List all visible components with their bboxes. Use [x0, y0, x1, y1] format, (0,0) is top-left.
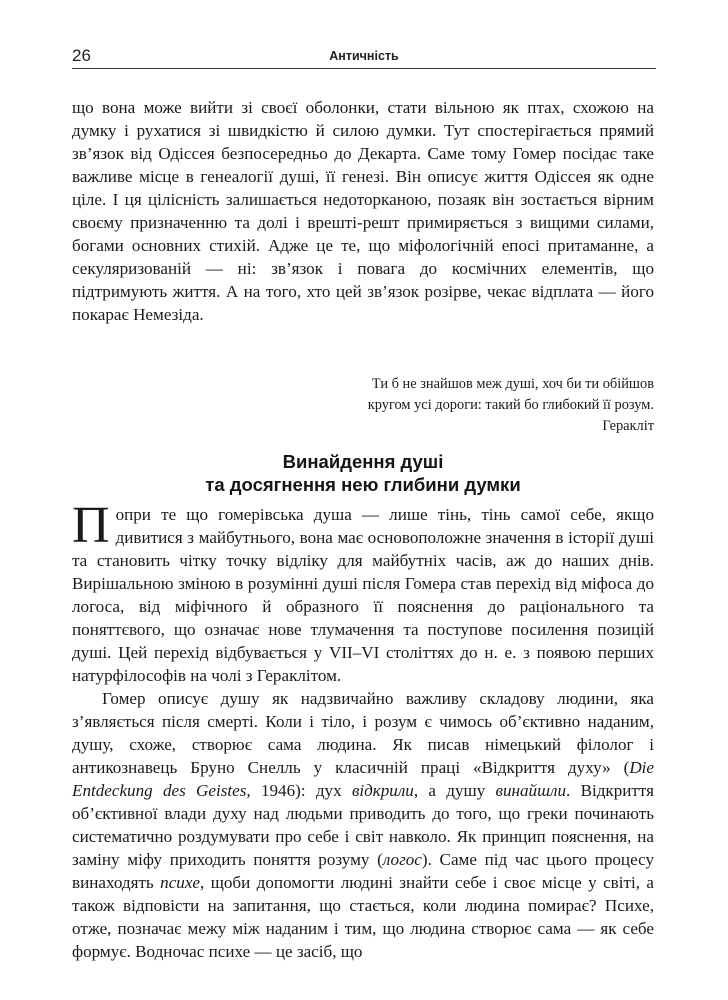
- second-paragraph: [72, 687, 654, 963]
- paragraph-text: що вона може вийти зі своєї оболонки, стати вільною як птах, схожою на думку і рухатися зі швидкістю й силою думки. Тут спостерігається прямий зв’язок від Одіссея безпосередньо до Декарта. Саме тому Гомер посідає таке важливе місце в генеалогії душі, її генезі. Він описує життя Одіссея як одне ціле. І ця цілісність залишається недоторканою, позаяк він зостається вірним своєму призначенню та долі і врешті-решт примиряється з вищими силами, богами основних стихій. Адже це те, що міфологічній епосі притаманне, а секуляризованій — ні: зв’язок і повага до космічних елементів, що підтримують життя. А на того, хто цей зв’язок розірве, чекає відплата — його покарає Немезіда.: [72, 98, 654, 324]
- epigraph: [234, 374, 654, 437]
- first-paragraph: [72, 497, 654, 687]
- section-body: [72, 497, 655, 963]
- text-run: , 1946): дух: [246, 781, 352, 800]
- italic-term: психе: [160, 873, 201, 892]
- text-run: , а душу: [413, 781, 496, 800]
- section-heading-line-1: Винайдення душі: [282, 451, 444, 472]
- running-section-title: Античність: [329, 49, 399, 63]
- continued-paragraph: [72, 96, 654, 326]
- section-heading-line-2: та досягнення нею глибини думки: [205, 474, 521, 495]
- page-number: 26: [72, 46, 91, 65]
- text-run: , щоби допомогти людині знайти себе і своє місце у світі, а також відповісти на запитання, що стається, коли людина помирає? Психе, отже, позначає межу між наданим і тим, що людина створює сама — як себе формує. Водночас психе — це засіб, що: [72, 873, 654, 961]
- italic-term: відкрили: [351, 781, 414, 800]
- header-rule: [72, 68, 656, 69]
- text-run: ). Саме під час цього процесу винаходять: [72, 850, 655, 892]
- section-heading: [72, 450, 654, 496]
- italic-term: логос: [382, 850, 422, 869]
- first-paragraph-text: опри те що гомерівська душа — лише тінь, тінь самої себе, якщо дивитися з майбутнього, вона має основоположне значення в історії душі та становить чітку точку відліку для майбутніх часів, аж до наших днів. Вирішальною зміною в розумінні душі після Гомера став перехід від міфоса до логоса, від міфічного й образного її пояснення до раціонального та поняттєвого, що означає нове тлумачення та поступове посилення позицій душі. Цей перехід відбувається у VII–VI століттях до н. е. з появою перших натурфілософів на чолі з Гераклітом.: [72, 505, 654, 685]
- italic-term: винайшли: [495, 781, 566, 800]
- epigraph-author: Геракліт: [602, 418, 654, 434]
- epigraph-line-1: Ти б не знайшов меж душі, хоч би ти обійшов: [371, 376, 654, 392]
- drop-cap: П: [72, 497, 110, 554]
- text-run: . Відкриття об’єктивної влади духу над людьми приводить до того, що греки починають систематично роздумувати про себе і світ навколо. Як принцип пояснення, на заміну міфу приходить поняття розуму (: [72, 781, 654, 869]
- epigraph-line-2: кругом усі дороги: такий бо глибокий її розум.: [367, 397, 654, 413]
- running-header: [72, 40, 656, 66]
- italic-book-title: Die Entdeckung des Geistes: [72, 758, 654, 800]
- text-run: Гомер описує душу як надзвичайно важливу складову людини, яка з’являється після смерті. Коли і тіло, і розум є чимось об’єктивно наданим, душу, схоже, створює сама людина. Як писав німецький філолог і антикознавець Бруно Снелль у класичній праці «Відкриття духу» (: [72, 689, 654, 777]
